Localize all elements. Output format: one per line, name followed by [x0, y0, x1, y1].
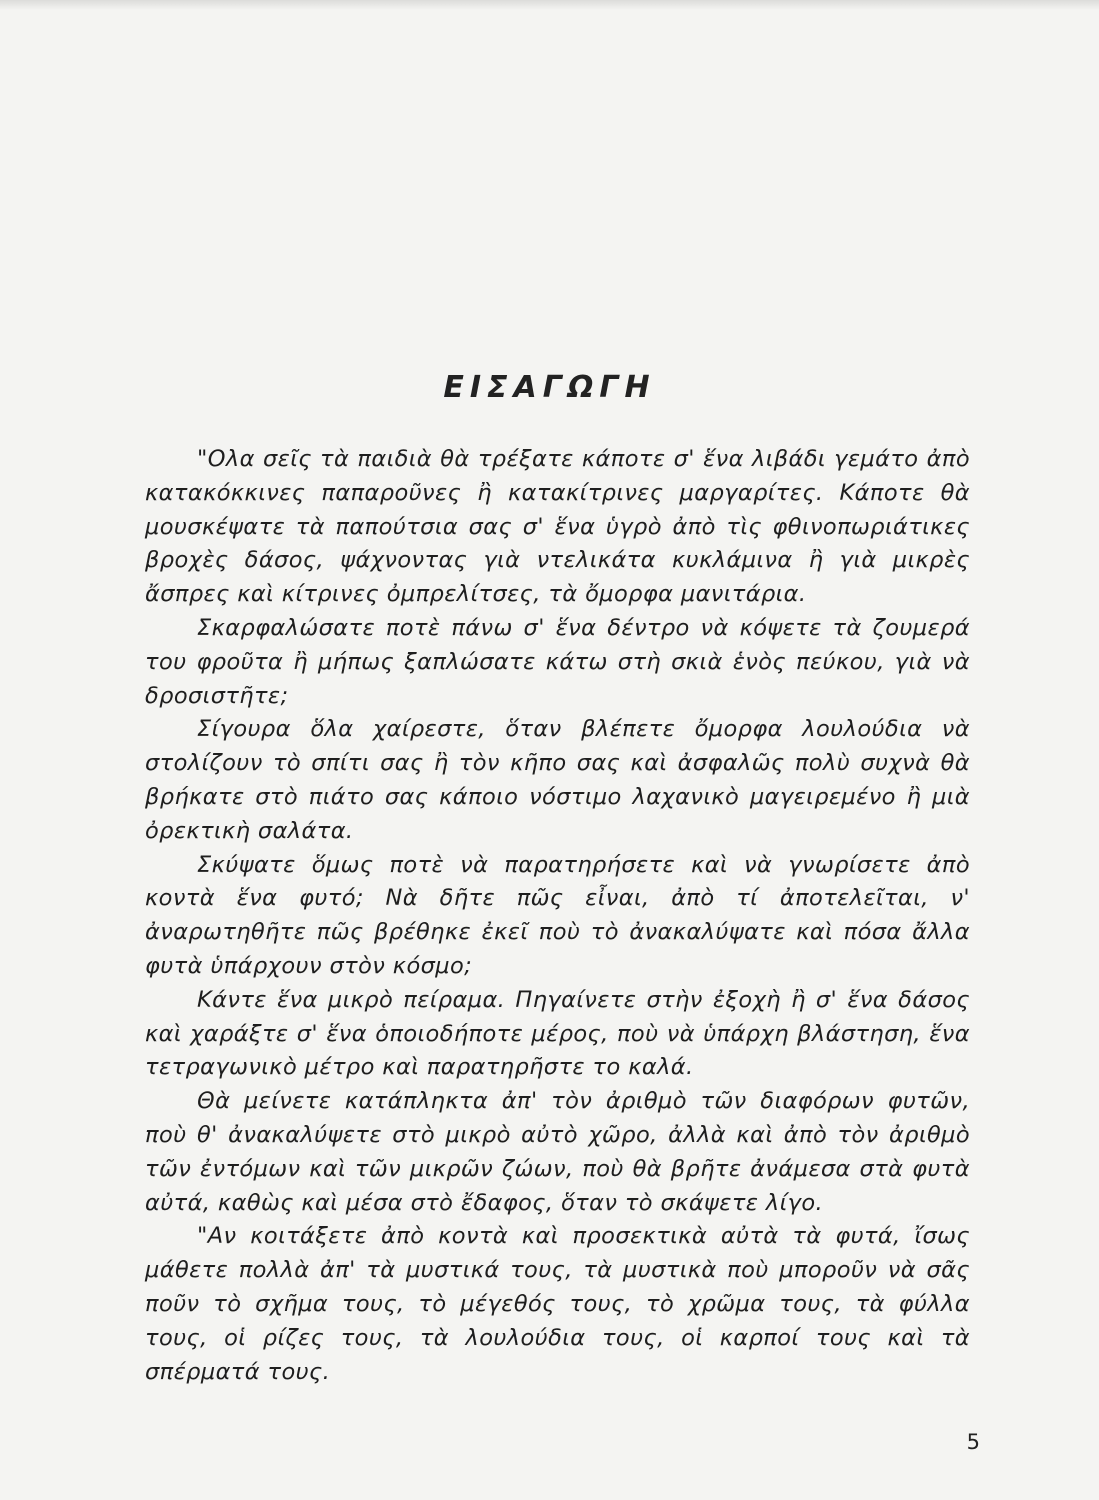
page-number: 5 — [966, 1430, 980, 1454]
body-text — [145, 443, 970, 1389]
paragraph: Σίγουρα ὅλα χαίρεστε, ὅταν βλέπετε ὄμορφα λουλούδια νὰ στολίζουν τὸ σπίτι σας ἢ τὸν κῆπο σας καὶ ἀσφαλῶς πολὺ συχνὰ θὰ βρήκατε στὸ πιάτο σας κάποιο νόστιμο λαχανικὸ μαγειρεμένο ἢ μιὰ ὀρεκτικὴ σαλάτα. — [145, 716, 970, 844]
paragraph: "Αν κοιτάξετε ἀπὸ κοντὰ καὶ προσεκτικὰ αὐτὰ τὰ φυτά, ἴσως μάθετε πολλὰ ἀπ' τὰ μυστικά τους, τὰ μυστικὰ ποὺ μποροῦν νὰ σᾶς ποῦν τὸ σχῆμα τους, τὸ μέγεθός τους, τὸ χρῶμα τους, τὰ φύλλα τους, οἱ ρίζες τους, τὰ λουλούδια τους, οἱ καρποί τους καὶ τὰ σπέρματά τους. — [145, 1223, 970, 1385]
paragraph: Κάντε ἕνα μικρὸ πείραμα. Πηγαίνετε στὴν ἐξοχὴ ἢ σ' ἕνα δάσος καὶ χαράξτε σ' ἕνα ὁποιοδήποτε μέρος, ποὺ νὰ ὑπάρχη βλάστηση, ἕνα τετραγωνικὸ μέτρο καὶ παρατηρῆστε το καλά. — [145, 986, 970, 1081]
paragraph: Σκαρφαλώσατε ποτὲ πάνω σ' ἕνα δέντρο νὰ κόψετε τὰ ζουμερά του φροῦτα ἢ μήπως ξαπλώσατε κάτω στὴ σκιὰ ἑνὸς πεύκου, γιὰ νὰ δροσιστῆτε; — [145, 614, 970, 709]
paragraph: Σκύψατε ὅμως ποτὲ νὰ παρατηρήσετε καὶ νὰ γνωρίσετε ἀπὸ κοντὰ ἕνα φυτό; Νὰ δῆτε πῶς εἶναι, ἀπὸ τί ἀποτελεῖται, ν' ἀναρωτηθῆτε πῶς βρέθηκε ἐκεῖ ποὺ τὸ ἀνακαλύψατε καὶ πόσα ἄλλα φυτὰ ὑπάρχουν στὸν κόσμο; — [145, 851, 970, 979]
paragraph: Θὰ μείνετε κατάπληκτα ἀπ' τὸν ἀριθμὸ τῶν διαφόρων φυτῶν, ποὺ θ' ἀνακαλύψετε στὸ μικρὸ αὐτὸ χῶρο, ἀλλὰ καὶ ἀπὸ τὸν ἀριθμὸ τῶν ἐντόμων καὶ τῶν μικρῶν ζώων, ποὺ θὰ βρῆτε ἀνάμεσα στὰ φυτὰ αὐτά, καθὼς καὶ μέσα στὸ ἔδαφος, ὅταν τὸ σκάψετε λίγο. — [145, 1088, 970, 1216]
paragraph: "Ολα σεῖς τὰ παιδιὰ θὰ τρέξατε κάποτε σ' ἕνα λιβάδι γεμάτο ἀπὸ κατακόκκινες παπαροῦνες ἢ κατακίτρινες μαργαρίτες. Κάποτε θὰ μουσκέψατε τὰ παπούτσια σας σ' ἕνα ὑγρὸ ἀπὸ τὶς φθινοπωριάτικες βροχὲς δάσος, ψάχνοντας γιὰ ντελικάτα κυκλάμινα ἢ γιὰ μικρὲς ἄσπρες καὶ κίτρινες ὀμπρελίτσες, τὰ ὄμορφα μανιτάρια. — [145, 446, 970, 608]
chapter-title: ΕΙΣΑΓΩΓΗ — [443, 370, 656, 405]
page-edge-shadow — [0, 0, 1099, 10]
